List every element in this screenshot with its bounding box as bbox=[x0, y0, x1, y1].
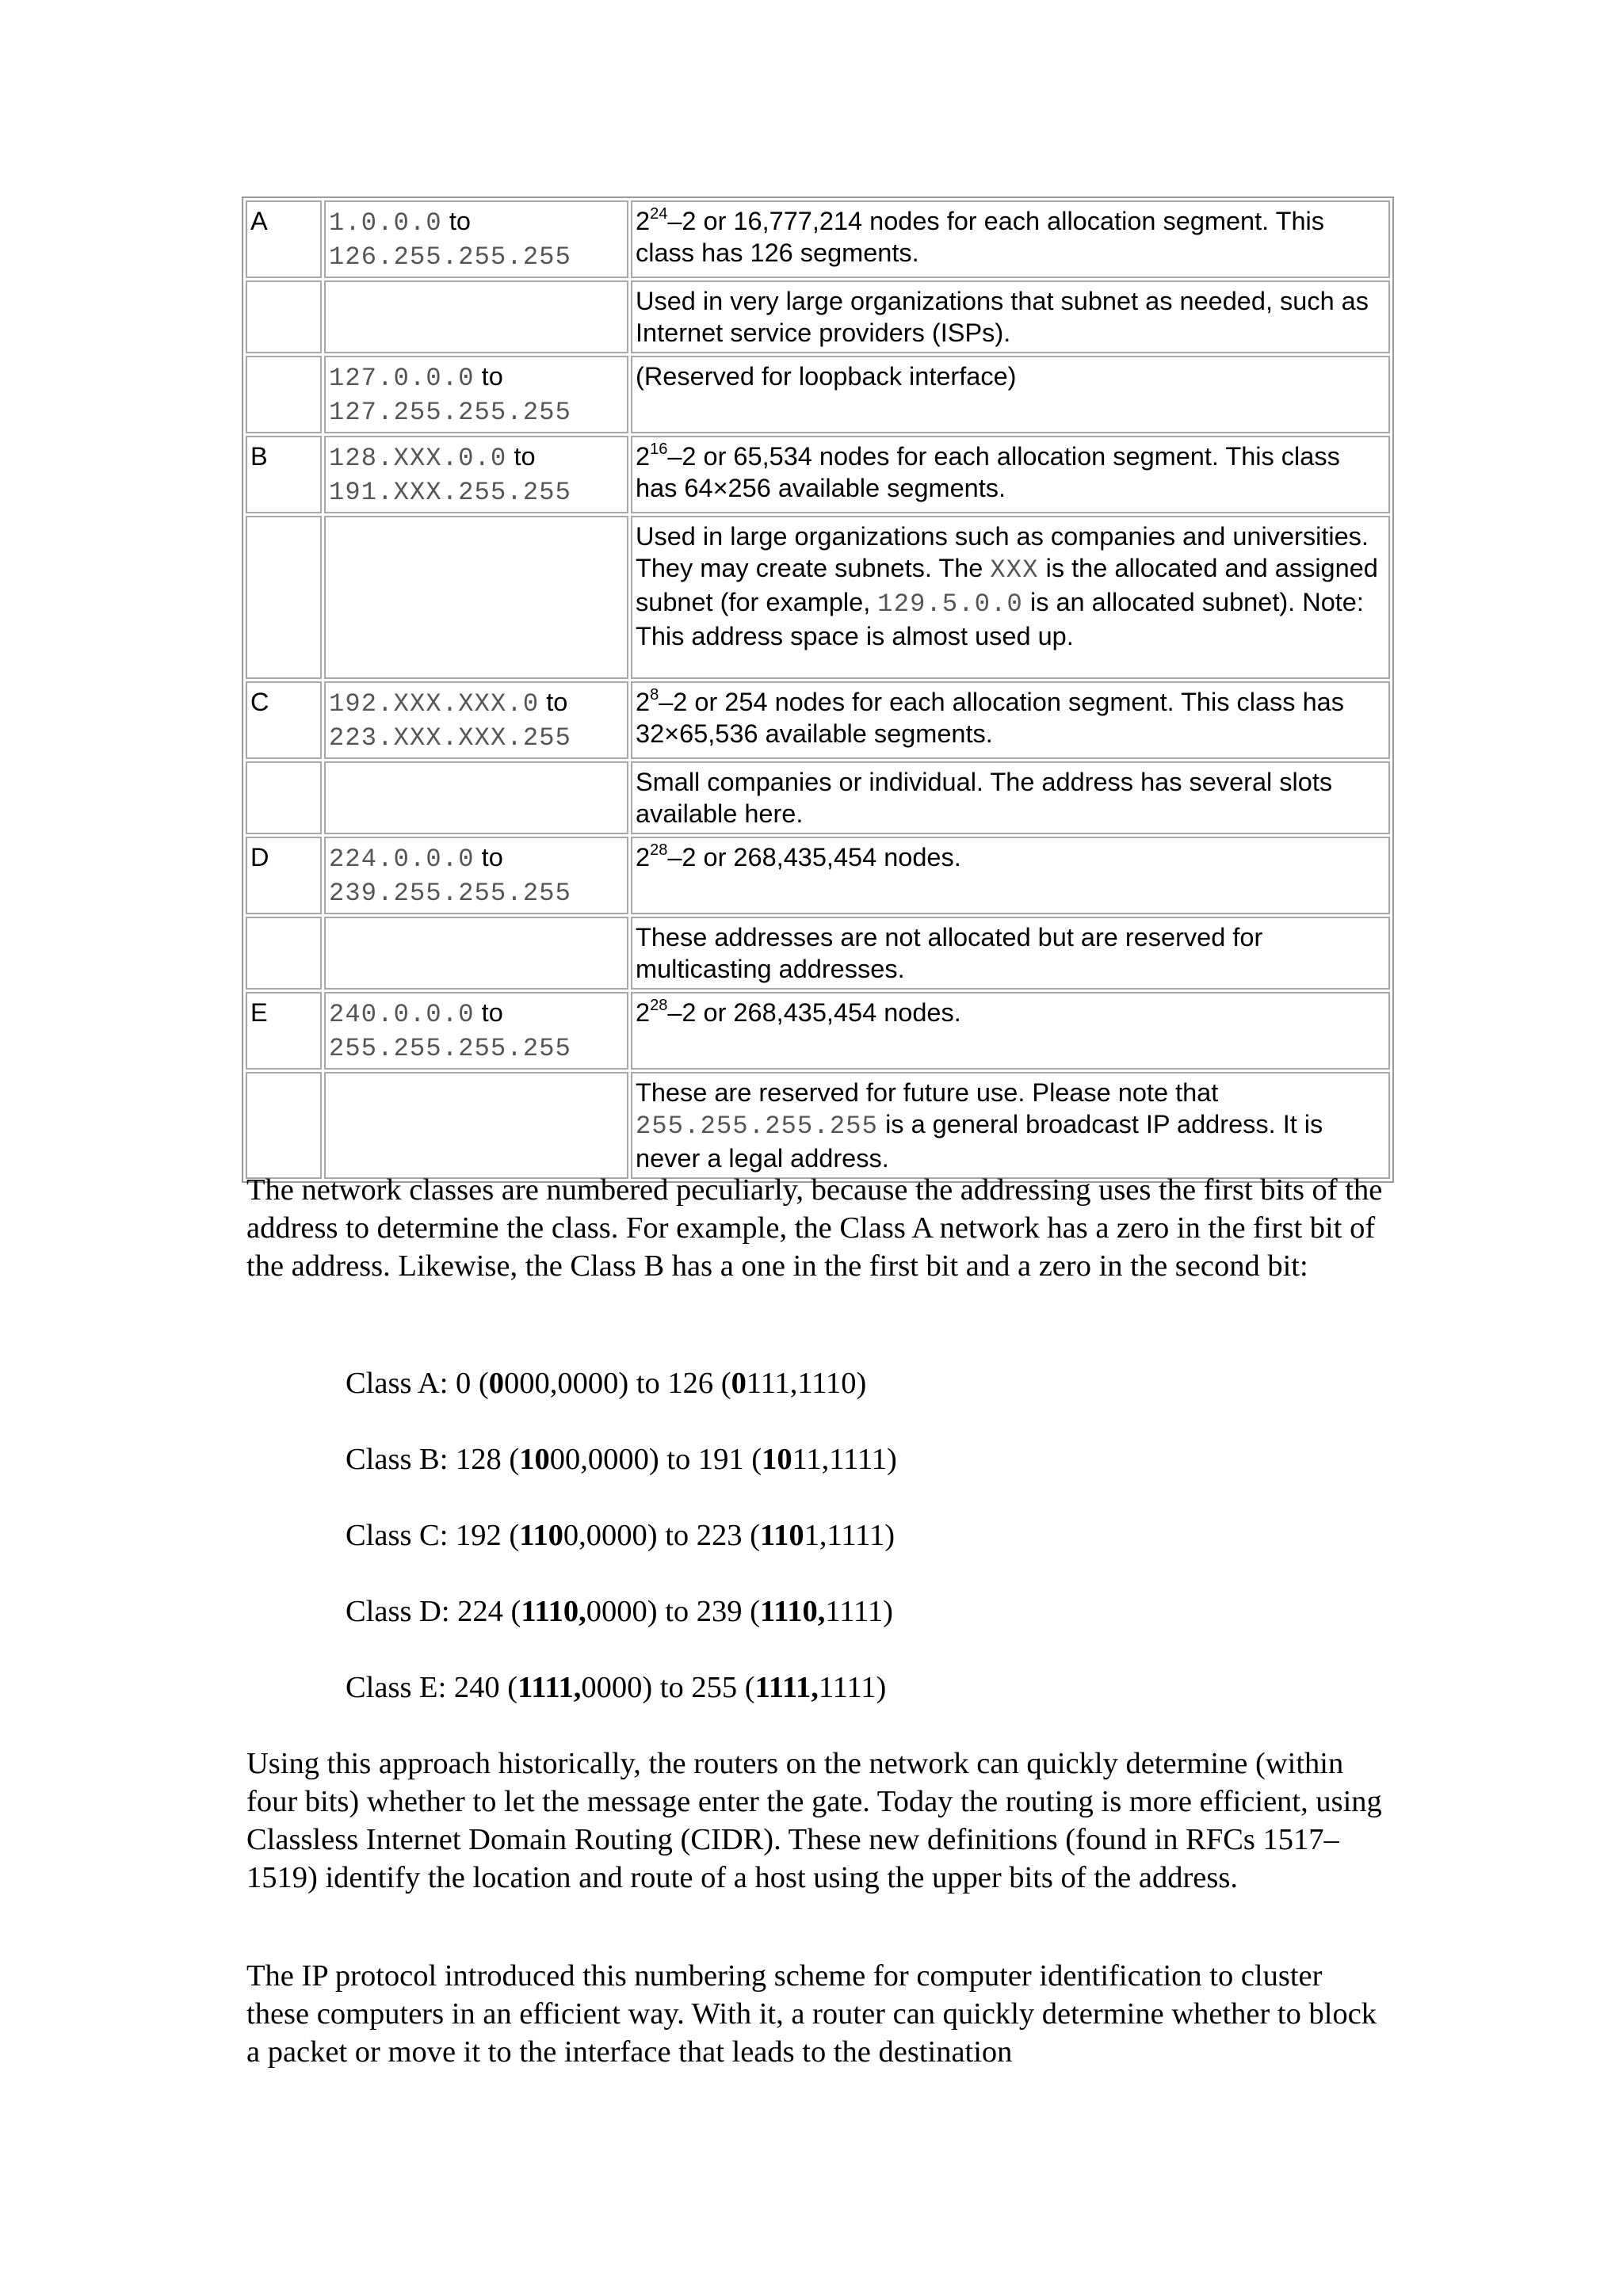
table-row bbox=[246, 681, 1390, 759]
range-cell: 192.XXX.XXX.0 to 223.XXX.XXX.255 bbox=[324, 681, 628, 759]
description-cell: Used in large organizations such as companies and universities. They may create subnets. The XXX is the allocated and assigned subnet (for example, 129.5.0.0 is an allocated subnet). Note: This address space is almost used up. bbox=[631, 516, 1390, 679]
class-cell: B bbox=[246, 436, 322, 513]
table-row bbox=[246, 992, 1390, 1070]
description-cell: $2^{16}-2$ or 65,534 nodes for each allocation segment. This class has 64×256 available segments. bbox=[631, 436, 1390, 513]
description-cell: $2^{24}-2$ or 16,777,214 nodes for each allocation segment. This class has 126 segments. bbox=[631, 200, 1390, 278]
class-e-line: Class E: 240 (1111,0000) to 255 (1111,1111) bbox=[346, 1671, 887, 1704]
description-cell: $2^8-2$ or 254 nodes for each allocation segment. This class has 32×65,536 available segments. bbox=[631, 681, 1390, 759]
range-cell: 224.0.0.0 to 239.255.255.255 bbox=[324, 837, 628, 914]
class-cell: C bbox=[246, 681, 322, 759]
table-row bbox=[246, 917, 1390, 990]
table-row bbox=[246, 280, 1390, 353]
class-cell: D bbox=[246, 837, 322, 914]
range-cell: 128.XXX.0.0 to 191.XXX.255.255 bbox=[324, 436, 628, 513]
paragraph-class-numbering: The network classes are numbered peculiarly, because the addressing uses the first bits of the address to determine the class. For example, the Class A network has a zero in the first bit of the address. Likewise, the Class B has a one in the first bit and a zero in the second bit: bbox=[246, 1173, 1383, 1283]
description-cell: These are reserved for future use. Please note that 255.255.255.255 is a general broadcast IP address. It is never a legal address. bbox=[631, 1072, 1390, 1179]
class-d-line: Class D: 224 (1110,0000) to 239 (1110,1111) bbox=[346, 1595, 893, 1628]
paragraph-ip-protocol: The IP protocol introduced this numbering scheme for computer identification to cluster these computers in an efficient way. With it, a router can quickly determine whether to block a packet or move it to the interface that leads to the destination bbox=[246, 1959, 1377, 2069]
description-cell: Used in very large organizations that subnet as needed, such as Internet service providers (ISPs). bbox=[631, 280, 1390, 353]
class-a-line: Class A: 0 (0000,0000) to 126 (0111,1110) bbox=[346, 1367, 867, 1400]
class-b-line: Class B: 128 (1000,0000) to 191 (1011,1111) bbox=[346, 1443, 897, 1476]
table-row bbox=[246, 516, 1390, 679]
paragraph-cidr: Using this approach historically, the routers on the network can quickly determine (within four bits) whether to let the message enter the gate. Today the routing is more efficient, using Classless Internet Domain Routing (CIDR). These new definitions (found in RFCs 1517–1519) identify the location and route of a host using the upper bits of the address. bbox=[246, 1747, 1382, 1894]
description-cell: $2^{28}-2$ or 268,435,454 nodes. bbox=[631, 837, 1390, 914]
description-cell: (Reserved for loopback interface) bbox=[631, 356, 1390, 433]
class-c-line: Class C: 192 (1100,0000) to 223 (1101,1111) bbox=[346, 1519, 896, 1552]
table-row bbox=[246, 1072, 1390, 1179]
description-cell: Small companies or individual. The address has several slots available here. bbox=[631, 761, 1390, 834]
class-cell: A bbox=[246, 200, 322, 278]
description-cell: These addresses are not allocated but are reserved for multicasting addresses. bbox=[631, 917, 1390, 990]
range-cell: 127.0.0.0 to 127.255.255.255 bbox=[324, 356, 628, 433]
class-cell: E bbox=[246, 992, 322, 1070]
table-row bbox=[246, 761, 1390, 834]
table-row bbox=[246, 436, 1390, 513]
range-cell: 1.0.0.0 to 126.255.255.255 bbox=[324, 200, 628, 278]
ip-class-table bbox=[242, 196, 1394, 1183]
table-row bbox=[246, 356, 1390, 433]
range-cell: 240.0.0.0 to 255.255.255.255 bbox=[324, 992, 628, 1070]
table-row bbox=[246, 200, 1390, 278]
description-cell: $2^{28}-2$ or 268,435,454 nodes. bbox=[631, 992, 1390, 1070]
table-row bbox=[246, 837, 1390, 914]
